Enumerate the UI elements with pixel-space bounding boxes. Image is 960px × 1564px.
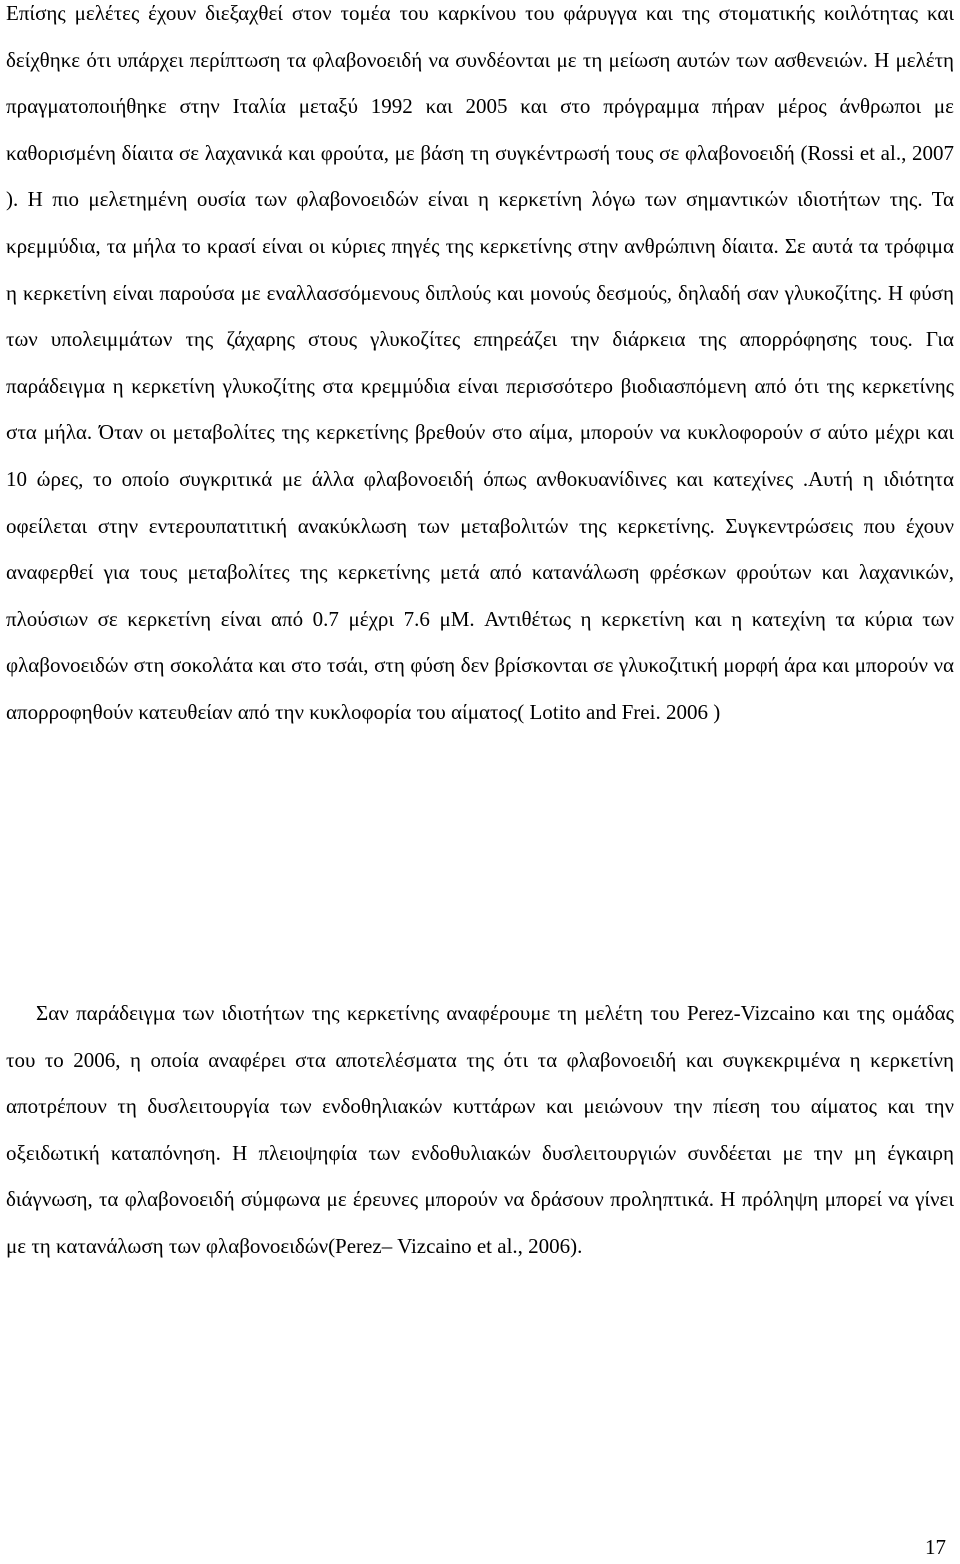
paragraph-quercetin-endothelial-study: Σαν παράδειγμα των ιδιοτήτων της κερκετίνης αναφέρουμε τη μελέτη του Perez-Vizcaino και της ομάδας του το 2006, η οποία αναφέρει στα αποτελέσματα της ότι τα φλαβονοειδή και συγκεκριμένα η κερκετίνη αποτρέπουν τη δυσλειτουργία των ενδοθηλιακών κυττάρων και μειώνουν την πίεση του αίματος και την οξειδωτική καταπόνηση. Η πλειοψηφία των ενδοθυλιακών δυσλειτουργιών συνδέεται με την μη έγκαιρη διάγνωση, τα φλαβονοειδή σύμφωνα με έρευνες μπορούν να δράσουν προληπτικά. Η πρόληψη μπορεί να γίνει με τη κατανάλωση των φλαβονοειδών(Perez– Vizcaino et al., 2006). <box>6 1001 954 1258</box>
paragraph-flavonoids-cancer-quercetin: Επίσης μελέτες έχουν διεξαχθεί στον τομέα του καρκίνου του φάρυγγα και της στοματικής κοιλότητας και δείχθηκε ότι υπάρχει περίπτωση τα φλαβονοειδή να συνδέονται με τη μείωση αυτών των ασθενειών. Η μελέτη πραγματοποιήθηκε στην Ιταλία μεταξύ 1992 και 2005 και στο πρόγραμμα πήραν μέρος άνθρωποι με καθορισμένη δίαιτα σε λαχανικά και φρούτα, με βάση τη συγκέντρωσή τους σε φλαβονοειδή (Rossi et al., 2007 ). Η πιο μελετημένη ουσία των φλαβονοειδών είναι η κερκετίνη λόγω των σημαντικών ιδιοτήτων της. Τα κρεμμύδια, τα μήλα το κρασί είναι οι κύριες πηγές της κερκετίνης στην ανθρώπινη δίαιτα. Σε αυτά τα τρόφιμα η κερκετίνη είναι παρούσα με εναλλασσόμενους διπλούς και μονούς δεσμούς, δηλαδή σαν γλυκοζίτης. Η φύση των υπολειμμάτων της ζάχαρης στους γλυκοζίτες επηρεάζει την διάρκεια της απορρόφησης τους. Για παράδειγμα η κερκετίνη γλυκοζίτης στα κρεμμύδια είναι περισσότερο βιοδιασπόμενη από ότι της κερκετίνης στα μήλα. Όταν οι μεταβολίτες της κερκετίνης βρεθούν στο αίμα, μπορούν να κυκλοφορούν σ αύτο μέχρι και 10 ώρες, το οποίο συγκριτικά με άλλα φλαβονοειδή όπως ανθοκυανίδινες και κατεχίνες .Αυτή η ιδιότητα οφείλεται στην εντερουπατιτική ανακύκλωση των μεταβολιτών της κερκετίνης. Συγκεντρώσεις που έχουν αναφερθεί για τους μεταβολίτες της κερκετίνης μετά από κατανάλωση φρέσκων φρούτων και λαχανικών, πλούσιων σε κερκετίνη είναι από 0.7 μέχρι 7.6 μM. Αντιθέτως η κερκετίνη και η κατεχίνη τα κύρια των φλαβονοειδών στη σοκολάτα και στο τσάι, στη φύση δεν βρίσκονται σε γλυκοζιτική μορφή άρα και μπορούν να απορροφηθούν κατευθείαν από την κυκλοφορία του αίματος( Lotito and Frei. 2006 ) <box>6 1 954 724</box>
document-page <box>6 0 954 1564</box>
page-number: 17 <box>925 1535 946 1559</box>
